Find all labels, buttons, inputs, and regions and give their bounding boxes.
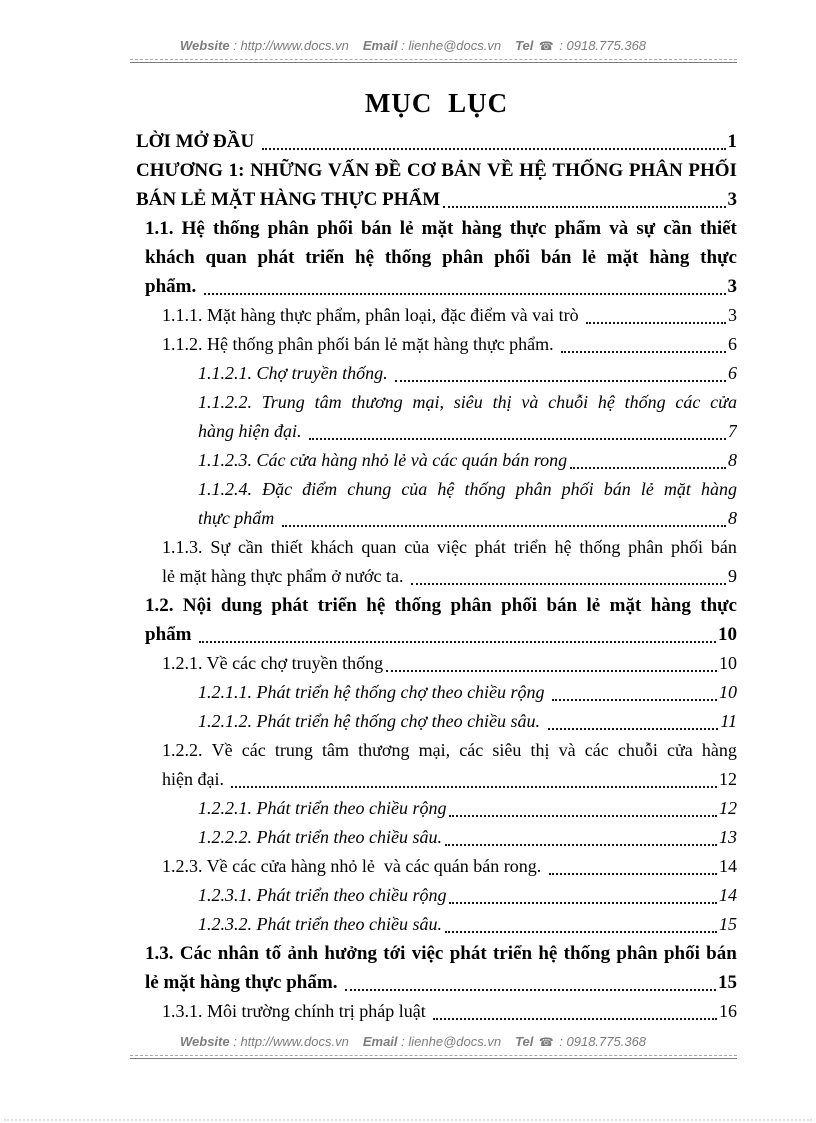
toc-entry-line xyxy=(198,446,737,475)
toc-entry[interactable] xyxy=(162,649,737,678)
phone-icon: ☎ xyxy=(535,1035,554,1049)
toc-entry-line xyxy=(162,649,737,678)
contact-value: lienhe@docs.vn xyxy=(408,38,502,53)
toc-entry-line xyxy=(162,852,737,881)
dot-leader xyxy=(199,641,716,643)
dot-leader xyxy=(231,786,717,788)
contact-label: Website xyxy=(180,38,230,53)
toc-entry-line: 1.1. Hệ thống phân phối bán lẻ mặt hàng thực phẩm và sự cần thiết xyxy=(145,218,737,239)
toc-page-number: 9 xyxy=(728,566,737,586)
contact-segment xyxy=(180,38,349,53)
contact-separator: : xyxy=(555,38,567,53)
toc-entry-text: 1.2.1.2. Phát triển hệ thống chợ theo chiều sâu. xyxy=(198,711,545,731)
toc-page-number: 3 xyxy=(727,189,737,210)
toc-entry-text: thực phẩm xyxy=(198,508,279,528)
toc-entry-line xyxy=(198,678,737,707)
toc-page-number: 12 xyxy=(719,798,737,818)
toc-page-number: 10 xyxy=(719,682,737,702)
toc-entry[interactable] xyxy=(145,214,737,301)
toc-entry-text: 1.1.1. Mặt hàng thực phẩm, phân loại, đặc điểm và vai trò xyxy=(162,305,584,325)
contact-label: Email xyxy=(362,1034,398,1049)
toc-page-number: 15 xyxy=(719,914,737,934)
contact-label: Website xyxy=(180,1034,230,1049)
header-contact-line xyxy=(180,38,737,54)
toc-page-number: 1 xyxy=(727,131,737,152)
toc-entry-line xyxy=(145,272,737,301)
dot-leader xyxy=(345,989,716,991)
dot-leader xyxy=(309,438,726,440)
contact-label: Email xyxy=(362,38,398,53)
toc-entry[interactable] xyxy=(198,707,737,736)
toc-entry[interactable] xyxy=(198,910,737,939)
toc-entry-text: 1.2.3. Về các cửa hàng nhỏ lẻ và các quán bán rong. xyxy=(162,856,546,876)
dot-leader xyxy=(411,583,726,585)
page-header xyxy=(130,38,737,63)
toc-page-number: 3 xyxy=(728,305,737,325)
dot-leader xyxy=(204,293,726,295)
toc-page-number: 14 xyxy=(719,856,737,876)
toc-page-number: 12 xyxy=(719,769,737,789)
dot-leader xyxy=(443,206,725,208)
toc-entry[interactable] xyxy=(162,852,737,881)
toc-page-number: 6 xyxy=(728,334,737,354)
toc-page-number: 15 xyxy=(718,972,737,993)
toc-entry-line xyxy=(145,620,737,649)
toc-entry[interactable] xyxy=(162,736,737,794)
header-rule xyxy=(130,59,737,63)
contact-label: Tel xyxy=(515,38,534,53)
contact-separator: : xyxy=(555,1034,567,1049)
footer-contact-line xyxy=(180,1034,737,1050)
toc-entry[interactable] xyxy=(145,939,737,997)
toc-entry-text: 1.1.2.3. Các cửa hàng nhỏ lẻ và các quán bán rong xyxy=(198,450,568,470)
toc-entry-text: 1.2.1.1. Phát triển hệ thống chợ theo chiều rộng xyxy=(198,682,550,702)
dot-leader xyxy=(386,670,717,672)
toc-page-number: 13 xyxy=(719,827,737,847)
dot-leader xyxy=(445,931,717,933)
toc-entry-line xyxy=(198,707,737,736)
toc-entry[interactable] xyxy=(162,330,737,359)
toc-entry-line xyxy=(162,765,737,794)
toc-page-number: 8 xyxy=(728,450,737,470)
toc-entry[interactable] xyxy=(198,823,737,852)
toc-entry-text: 1.2.2.1. Phát triển theo chiều rộng xyxy=(198,798,447,818)
toc-page-number: 10 xyxy=(718,624,737,645)
contact-segment xyxy=(515,1034,646,1049)
toc-entry-text: 1.1.2. Hệ thống phân phối bán lẻ mặt hàng thực phẩm. xyxy=(162,334,559,354)
contact-value: lienhe@docs.vn xyxy=(408,1034,502,1049)
footer-rule xyxy=(130,1055,737,1059)
contact-separator: : xyxy=(397,1034,409,1049)
toc-page-number: 7 xyxy=(728,421,737,441)
toc-entry-line xyxy=(136,185,737,214)
toc-entry[interactable] xyxy=(162,533,737,591)
toc-entry[interactable] xyxy=(145,591,737,649)
toc-entry-line: CHƯƠNG 1: NHỮNG VẤN ĐỀ CƠ BẢN VỀ HỆ THỐNG PHÂN PHỐI xyxy=(136,160,737,181)
toc-entry-text: 1.2.3.1. Phát triển theo chiều rộng xyxy=(198,885,447,905)
toc-entry-line xyxy=(162,330,737,359)
toc-entry-text: 1.2.3.2. Phát triển theo chiều sâu. xyxy=(198,914,442,934)
toc-page-number: 16 xyxy=(719,1001,737,1021)
toc-entry-line xyxy=(162,997,737,1026)
dot-leader xyxy=(282,525,726,527)
contact-value: 0918.775.368 xyxy=(566,38,647,53)
contact-separator: : xyxy=(229,1034,241,1049)
toc-entry-line: 1.1.2.4. Đặc điểm chung của hệ thống phân phối bán lẻ mặt hàng xyxy=(198,479,737,499)
toc-entry[interactable] xyxy=(136,156,737,214)
dot-leader xyxy=(262,148,726,150)
dot-leader xyxy=(570,467,726,469)
toc-entry-line: 1.2.2. Về các trung tâm thương mại, các siêu thị và các chuỗi cửa hàng xyxy=(162,740,737,760)
toc-entry-text: hàng hiện đại. xyxy=(198,421,306,441)
toc-entry-line xyxy=(198,359,737,388)
dot-leader xyxy=(395,380,726,382)
dot-leader xyxy=(552,699,717,701)
toc-entry-line xyxy=(145,968,737,997)
contact-value: 0918.775.368 xyxy=(566,1034,647,1049)
page-footer xyxy=(130,1034,737,1059)
contact-value: http://www.docs.vn xyxy=(240,38,349,53)
toc-entry-line xyxy=(198,504,737,533)
toc-entry-text: 1.2.2.2. Phát triển theo chiều sâu. xyxy=(198,827,442,847)
toc-entry[interactable] xyxy=(162,301,737,330)
dot-leader xyxy=(586,322,726,324)
toc-entry[interactable] xyxy=(162,997,737,1026)
toc-entry-line xyxy=(162,301,737,330)
toc-entry-text: hiện đại. xyxy=(162,769,229,789)
dot-leader xyxy=(561,351,726,353)
toc-entry-text: phẩm. xyxy=(145,276,201,297)
contact-segment xyxy=(363,1034,501,1049)
toc-entry-line xyxy=(198,881,737,910)
toc-entry-line: 1.2. Nội dung phát triển hệ thống phân phối bán lẻ mặt hàng thực xyxy=(145,595,737,616)
toc-entry-text: lẻ mặt hàng thực phẩm. xyxy=(145,972,343,993)
toc-entry-line xyxy=(198,910,737,939)
toc-entry[interactable] xyxy=(198,794,737,823)
dot-leader xyxy=(445,844,717,846)
toc-entry[interactable] xyxy=(198,359,737,388)
toc-entry[interactable] xyxy=(198,678,737,707)
dot-leader xyxy=(449,815,717,817)
toc-entry[interactable] xyxy=(136,127,737,156)
toc-entry-line: 1.1.2.2. Trung tâm thương mại, siêu thị và chuỗi hệ thống các cửa xyxy=(198,392,737,412)
dot-leader xyxy=(433,1018,717,1020)
dot-leader xyxy=(449,902,717,904)
toc-entry[interactable] xyxy=(198,881,737,910)
toc-entry-line: 1.1.3. Sự cần thiết khách quan của việc phát triển hệ thống phân phối bán xyxy=(162,537,737,557)
contact-separator: : xyxy=(397,38,409,53)
toc-page-number: 6 xyxy=(728,363,737,383)
toc-entry[interactable] xyxy=(198,388,737,446)
toc-page-number: 14 xyxy=(719,885,737,905)
toc-entry-line xyxy=(198,417,737,446)
toc-entry-text: lẻ mặt hàng thực phẩm ở nước ta. xyxy=(162,566,408,586)
toc-entry-text: BÁN LẺ MẶT HÀNG THỰC PHẨM xyxy=(136,189,441,210)
toc-entry[interactable] xyxy=(198,446,737,475)
toc-entry-text: 1.2.1. Về các chợ truyền thống xyxy=(162,653,384,673)
toc-entry[interactable] xyxy=(198,475,737,533)
toc-entry-text: LỜI MỞ ĐẦU xyxy=(136,131,259,152)
toc-page-number: 11 xyxy=(720,711,737,731)
table-of-contents xyxy=(136,127,737,1026)
toc-entry-text: phẩm xyxy=(145,624,197,645)
contact-label: Tel xyxy=(515,1034,534,1049)
contact-segment xyxy=(515,38,646,53)
toc-page-number: 8 xyxy=(728,508,737,528)
toc-entry-line: khách quan phát triển hệ thống phân phối bán lẻ mặt hàng thực xyxy=(145,247,737,268)
toc-entry-text: 1.1.2.1. Chợ truyền thống. xyxy=(198,363,393,383)
contact-separator: : xyxy=(229,38,241,53)
toc-entry-line: 1.3. Các nhân tố ảnh hưởng tới việc phát triển hệ thống phân phối bán xyxy=(145,943,737,964)
contact-segment xyxy=(363,38,501,53)
toc-entry-line xyxy=(198,823,737,852)
toc-page-number: 3 xyxy=(727,276,737,297)
toc-entry-line xyxy=(136,127,737,156)
toc-entry-line xyxy=(198,794,737,823)
page-title: MỤC LỤC xyxy=(364,88,509,118)
toc-entry-text: 1.3.1. Môi trường chính trị pháp luật xyxy=(162,1001,431,1021)
contact-value: http://www.docs.vn xyxy=(240,1034,349,1049)
phone-icon: ☎ xyxy=(535,39,554,53)
page-bottom-edge xyxy=(4,1119,812,1121)
dot-leader xyxy=(548,728,719,730)
dot-leader xyxy=(549,873,717,875)
contact-segment xyxy=(180,1034,349,1049)
toc-page-number: 10 xyxy=(719,653,737,673)
toc-entry-line xyxy=(162,562,737,591)
